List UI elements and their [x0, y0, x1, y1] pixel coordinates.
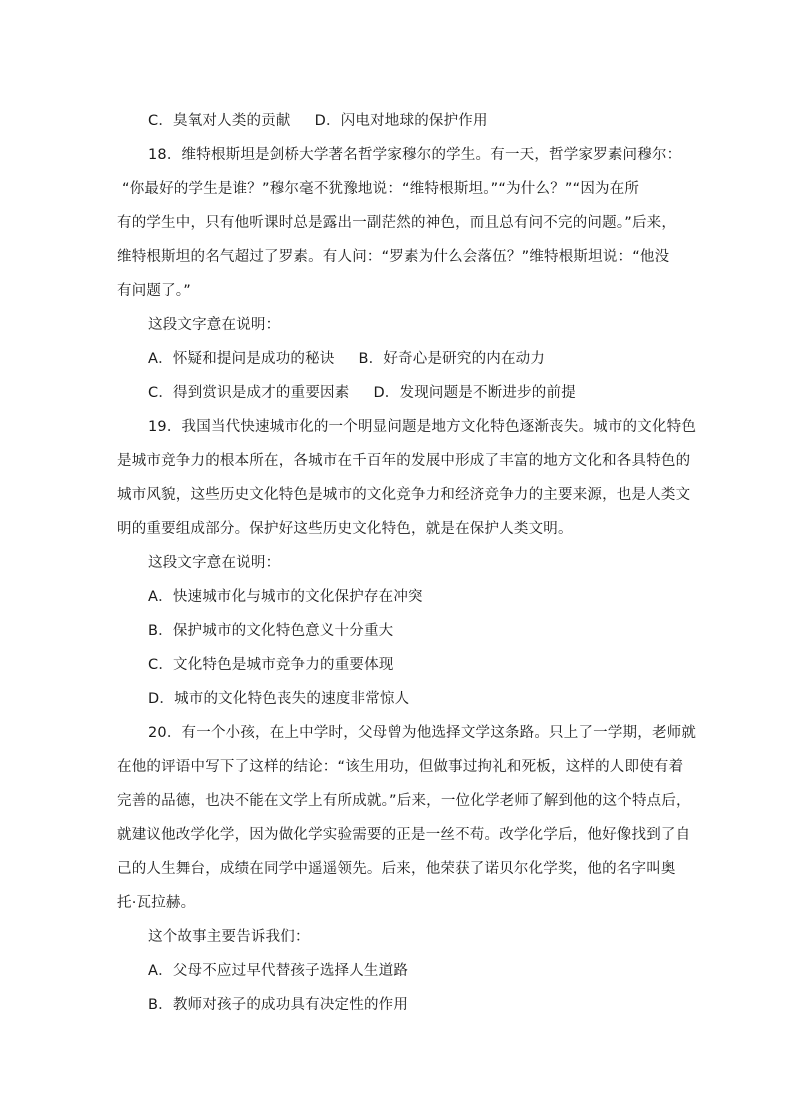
q18-option-c: C．得到赏识是成才的重要因素 — [148, 385, 350, 401]
q19-option-d: D．城市的文化特色丧失的速度非常惊人 — [148, 691, 410, 707]
q19-option-a: A．快速城市化与城市的文化保护存在冲突 — [148, 589, 423, 605]
q20-line-3: 完善的品德，也决不能在文学上有所成就。”后来，一位化学老师了解到他的这个特点后， — [117, 793, 691, 809]
q17-option-c: C．臭氧对人类的贡献 — [148, 113, 291, 129]
q17-options-cd — [148, 111, 488, 131]
q19-line-3: 城市风貌，这些历史文化特色是城市的文化竞争力和经济竞争力的主要来源，也是人类文 — [117, 487, 691, 503]
q20-line-1: 20．有一个小孩，在上中学时，父母曾为他选择文学这条路。只上了一学期，老师就 — [148, 725, 697, 741]
q19-prompt: 这段文字意在说明： — [148, 555, 281, 571]
q19-line-1: 19．我国当代快速城市化的一个明显问题是地方文化特色逐渐丧失。城市的文化特色 — [148, 419, 697, 435]
q18-line-2: “你最好的学生是谁？”穆尔毫不犹豫地说：“维特根斯坦。”“为什么？”“因为在所 — [122, 181, 640, 197]
q20-line-6: 托·瓦拉赫。 — [117, 895, 196, 911]
q18-line-3: 有的学生中，只有他听课时总是露出一副茫然的神色，而且总有问不完的问题。”后来， — [117, 215, 677, 231]
q20-line-4: 就建议他改学化学，因为做化学实验需要的正是一丝不苟。改学化学后，他好像找到了自 — [117, 827, 691, 843]
q20-prompt: 这个故事主要告诉我们： — [148, 929, 310, 945]
q17-option-d: D．闪电对地球的保护作用 — [314, 113, 488, 129]
q18-prompt: 这段文字意在说明： — [148, 317, 281, 333]
q18-option-a: A．怀疑和提问是成功的秘诀 — [148, 351, 335, 367]
q19-option-b: B．保护城市的文化特色意义十分重大 — [148, 623, 394, 639]
q20-line-5: 己的人生舞台，成绩在同学中遥遥领先。后来，他荣获了诺贝尔化学奖，他的名字叫奥 — [117, 861, 676, 877]
q20-option-b: B．教师对孩子的成功具有决定性的作用 — [148, 997, 409, 1013]
q18-option-d: D．发现问题是不断进步的前提 — [373, 385, 576, 401]
q19-line-4: 明的重要组成部分。保护好这些历史文化特色，就是在保护人类文明。 — [117, 521, 573, 537]
q18-line-1: 18．维特根斯坦是剑桥大学著名哲学家穆尔的学生。有一天，哲学家罗素问穆尔： — [148, 147, 682, 163]
q18-line-5: 有问题了。” — [117, 283, 191, 299]
q20-option-a: A．父母不应过早代替孩子选择人生道路 — [148, 963, 409, 979]
q18-option-b: B．好奇心是研究的内在动力 — [358, 351, 546, 367]
q20-line-2: 在他的评语中写下了这样的结论：“该生用功，但做事过拘礼和死板，这样的人即使有着 — [117, 759, 684, 775]
q19-option-c: C．文化特色是城市竞争力的重要体现 — [148, 657, 394, 673]
q19-line-2: 是城市竞争力的根本所在，各城市在千百年的发展中形成了丰富的地方文化和各具特色的 — [117, 453, 691, 469]
q18-options-ab — [148, 349, 545, 369]
q18-options-cd — [148, 383, 576, 403]
q18-line-4: 维特根斯坦的名气超过了罗素。有人问：“罗素为什么会落伍？”维特根斯坦说：“他没 — [117, 249, 670, 265]
